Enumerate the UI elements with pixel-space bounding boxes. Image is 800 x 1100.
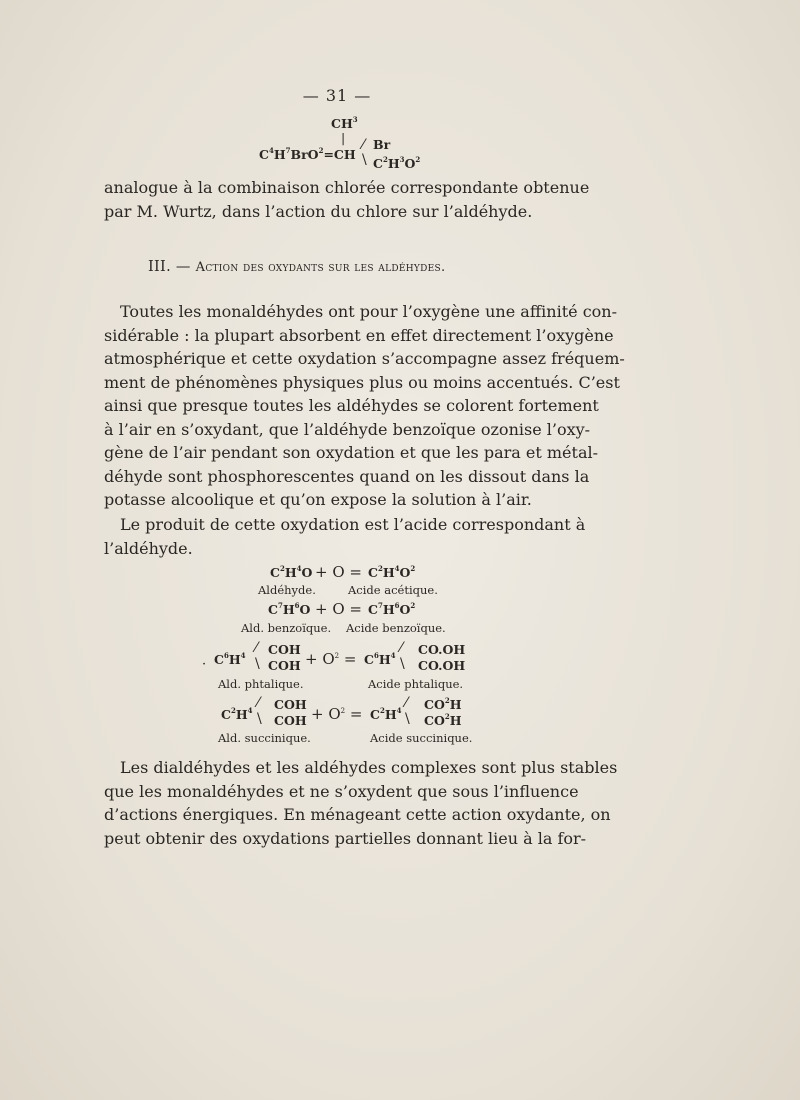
eq3-caption-right: Acide phtalique. — [368, 677, 464, 691]
paragraph-2 — [104, 513, 586, 560]
intro-line: analogue à la combinaison chlorée correspondante obtenue — [104, 178, 590, 197]
paragraph-1 — [104, 300, 625, 512]
eq2-right: $C^7H^6O^2$ — [368, 601, 416, 617]
paragraph-line: Toutes les monaldéhydes ont pour l’oxygène une affinité con- — [120, 302, 618, 321]
eq2-op: + O = — [315, 600, 362, 618]
section-numeral: III. — — [148, 259, 191, 275]
paragraph-line: l’aldéhyde. — [104, 538, 193, 558]
top-formula-ch3: $CH^3$ — [331, 115, 358, 131]
paragraph-line: atmosphérique et cette oxydation s’accompagne assez fréquem- — [104, 349, 625, 368]
intro-line: par M. Wurtz, dans l’action du chlore sur l’aldéhyde. — [104, 201, 533, 221]
eq4-caption-left: Ald. succinique. — [218, 731, 311, 745]
intro-paragraph — [104, 176, 590, 223]
eq3-right-bottom: CO.OH — [418, 658, 466, 673]
eq2-left: $C^7H^6O$ — [268, 601, 311, 617]
eq2-caption-left: Ald. benzoïque. — [241, 621, 332, 635]
eq3-left-top: COH — [268, 642, 301, 657]
eq3-op: + $O^2$ = — [305, 650, 357, 668]
eq1-op: + O = — [315, 563, 362, 581]
paragraph-line: ainsi que presque toutes les aldéhydes se colorent fortement — [104, 396, 599, 415]
eq4-left-base: $C^2H^4$ — [221, 706, 253, 722]
top-formula-bond: | — [341, 130, 346, 145]
section-title: Action des oxydants sur les aldéhydes. — [195, 260, 446, 275]
eq3-slash-up-right: ⁄ — [400, 640, 403, 656]
eq1-right: $C^2H^4O^2$ — [368, 564, 416, 580]
eq3-right-top: CO.OH — [418, 642, 466, 657]
section-heading — [148, 259, 445, 275]
eq4-right-base: $C^2H^4$ — [370, 706, 402, 722]
paragraph-line: sidérable : la plupart absorbent en effet directement l’oxygène — [104, 325, 614, 345]
eq3-left-bottom: COH — [268, 658, 301, 673]
top-formula-slash-up: ⁄ — [362, 137, 365, 153]
page-number: — 31 — — [302, 86, 372, 105]
eq4-slash-down: \ — [257, 711, 262, 727]
eq3-left-base: $C^6H^4$ — [214, 651, 246, 667]
paragraph-line: que les monaldéhydes et ne s’oxydent que sous l’influence — [104, 781, 579, 801]
top-formula-left: $C^4H^7BrO^2=CH$ — [259, 146, 356, 162]
paragraph-line: Les dialdéhydes et les aldéhydes complexes sont plus stables — [120, 758, 618, 777]
eq4-left-top: COH — [274, 697, 307, 712]
eq1-caption-right: Acide acétique. — [348, 583, 438, 597]
eq3-right-base: $C^6H^4$ — [364, 651, 396, 667]
eq3-bullet: · — [202, 657, 207, 672]
eq4-left-bottom: COH — [274, 713, 307, 728]
eq1-left: $C^2H^4O$ — [270, 564, 313, 580]
eq4-op: + $O^2$ = — [311, 705, 363, 723]
top-formula-branch-bottom: $C^2H^3O^2$ — [373, 155, 421, 171]
eq3-slash-down-right: \ — [400, 656, 405, 672]
eq4-slash-up: ⁄ — [257, 695, 260, 711]
eq2-caption-right: Acide benzoïque. — [346, 621, 446, 635]
eq4-caption-right: Acide succinique. — [370, 731, 473, 745]
eq3-caption-left: Ald. phtalique. — [218, 677, 304, 691]
eq4-right-top: $CO^2H$ — [424, 696, 462, 712]
paragraph-line: potasse alcoolique et qu’on expose la solution à l’air. — [104, 490, 532, 509]
eq3-slash-up: ⁄ — [255, 640, 258, 656]
top-formula-slash-down: \ — [362, 152, 367, 168]
eq1-caption-left: Aldéhyde. — [258, 583, 316, 597]
eq4-slash-up-right: ⁄ — [405, 695, 408, 711]
paragraph-3 — [104, 756, 618, 850]
eq4-slash-down-right: \ — [405, 711, 410, 727]
paragraph-line: d’actions énergiques. En ménageant cette action oxydante, on — [104, 805, 611, 824]
eq3-slash-down: \ — [255, 656, 260, 672]
paragraph-line: Le produit de cette oxydation est l’acide correspondant à — [120, 515, 586, 534]
paragraph-line: à l’air en s’oxydant, que l’aldéhyde benzoïque ozonise l’oxy- — [104, 419, 591, 439]
paragraph-line: déhyde sont phosphorescentes quand on les dissout dans la — [104, 466, 590, 486]
paragraph-line: ment de phénomènes physiques plus ou moins accentués. C’est — [104, 372, 620, 392]
paragraph-line: gène de l’air pendant son oxydation et que les para et métal- — [104, 443, 598, 462]
top-formula-branch-top: Br — [373, 137, 391, 152]
paragraph-line: peut obtenir des oxydations partielles donnant lieu à la for- — [104, 828, 587, 848]
eq4-right-bottom: $CO^2H$ — [424, 712, 462, 728]
